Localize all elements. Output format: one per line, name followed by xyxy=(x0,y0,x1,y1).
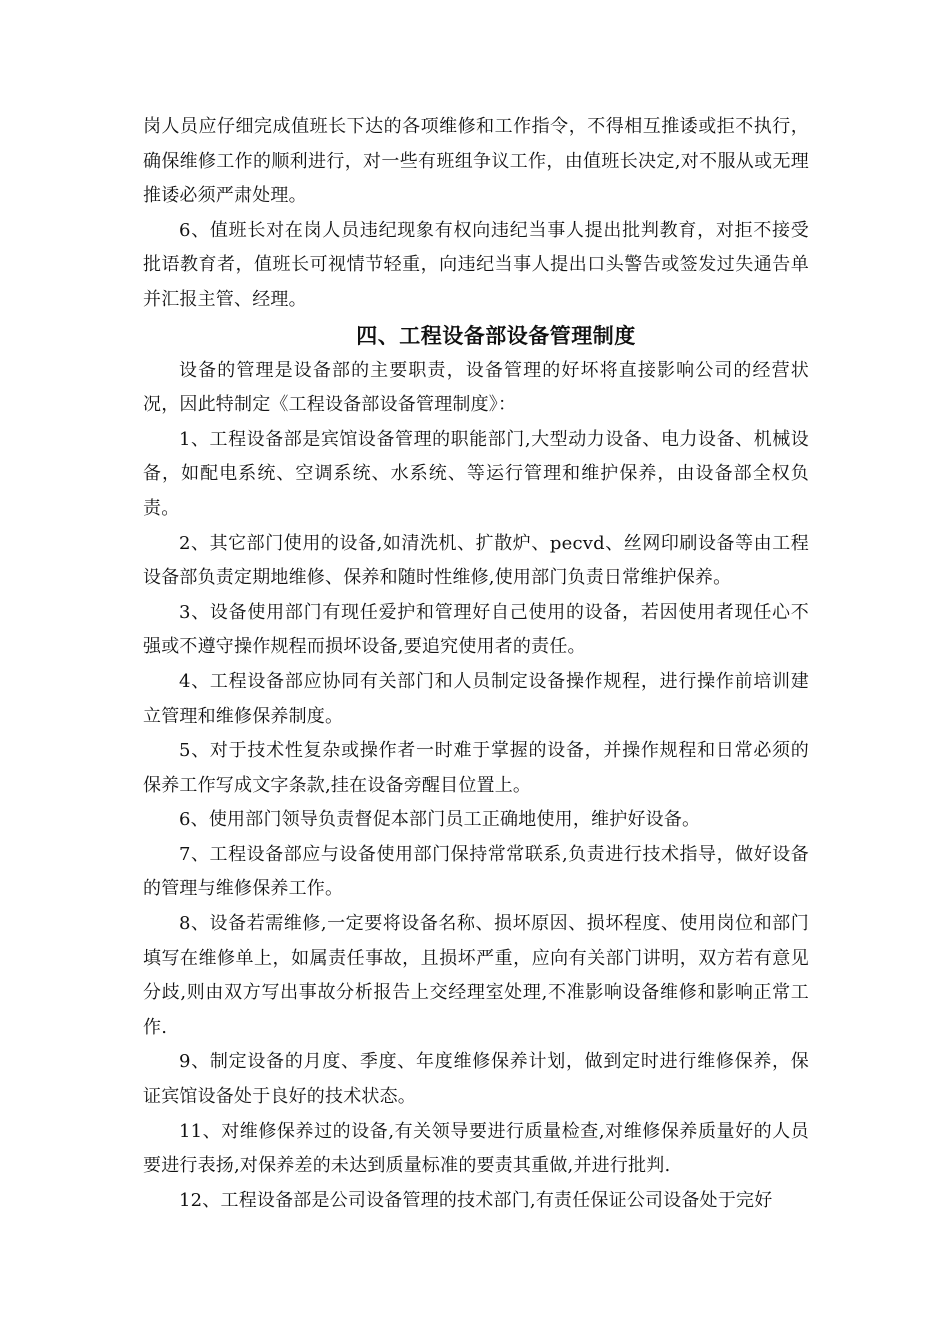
paragraph-item-6: 6、值班长对在岗人员违纪现象有权向违纪当事人提出批判教育，对拒不接受批语教育者，值班长可视情节轻重，向违纪当事人提出口头警告或签发过失通告单并汇报主管、经理。 xyxy=(143,219,809,310)
paragraph-item-7: 7、工程设备部应与设备使用部门保持常常联系,负责进行技术指导，做好设备的管理与维修保养工作。 xyxy=(143,843,809,900)
paragraph-item-12: 12、工程设备部是公司设备管理的技术部门,有责任保证公司设备处于完好 xyxy=(179,1189,773,1211)
paragraph-item-9: 9、制定设备的月度、季度、年度维修保养计划，做到定时进行维修保养，保证宾馆设备处于良好的技术状态。 xyxy=(143,1051,809,1108)
section-title: 四、工程设备部设备管理制度 xyxy=(356,322,636,348)
paragraph-intro: 设备的管理是设备部的主要职责，设备管理的好坏将直接影响公司的经营状况，因此特制定《工程设备部设备管理制度》： xyxy=(143,359,809,416)
paragraph-item-6b: 6、使用部门领导负责督促本部门员工正确地使用，维护好设备。 xyxy=(179,809,701,831)
paragraph-item-2: 2、其它部门使用的设备,如清洗机、扩散炉、pecvd、丝网印刷设备等由工程设备部负责定期地维修、保养和随时性维修,使用部门负责日常维护保养。 xyxy=(143,532,809,589)
paragraph-item-3: 3、设备使用部门有现任爱护和管理好自己使用的设备，若因使用者现任心不强或不遵守操作规程而损坏设备,要追究使用者的责任。 xyxy=(143,601,809,658)
paragraph-continuation: 岗人员应仔细完成值班长下达的各项维修和工作指令，不得相互推诿或拒不执行，确保维修工作的顺利进行，对一些有班组争议工作，由值班长决定,对不服从或无理推诿必须严肃处理。 xyxy=(143,116,809,207)
paragraph-item-1: 1、工程设备部是宾馆设备管理的职能部门,大型动力设备、电力设备、机械设备，如配电系统、空调系统、水系统、等运行管理和维护保养，由设备部全权负责。 xyxy=(143,428,809,519)
document-page xyxy=(143,110,809,1218)
paragraph-item-11: 11、对维修保养过的设备,有关领导要进行质量检查,对维修保养质量好的人员要进行表扬,对保养差的未达到质量标准的要责其重做,并进行批判. xyxy=(143,1120,809,1177)
paragraph-item-8: 8、设备若需维修,一定要将设备名称、损坏原因、损坏程度、使用岗位和部门填写在维修单上，如属责任事故，且损坏严重，应向有关部门讲明，双方若有意见分歧,则由双方写出事故分析报告上交经理室处理,不准影响设备维修和影响正常工作. xyxy=(143,913,809,1038)
paragraph-item-5: 5、对于技术性复杂或操作者一时难于掌握的设备，并操作规程和日常必须的保养工作写成文字条款,挂在设备旁醒目位置上。 xyxy=(143,740,809,796)
paragraph-item-4: 4、工程设备部应协同有关部门和人员制定设备操作规程，进行操作前培训建立管理和维修保养制度。 xyxy=(143,670,809,727)
